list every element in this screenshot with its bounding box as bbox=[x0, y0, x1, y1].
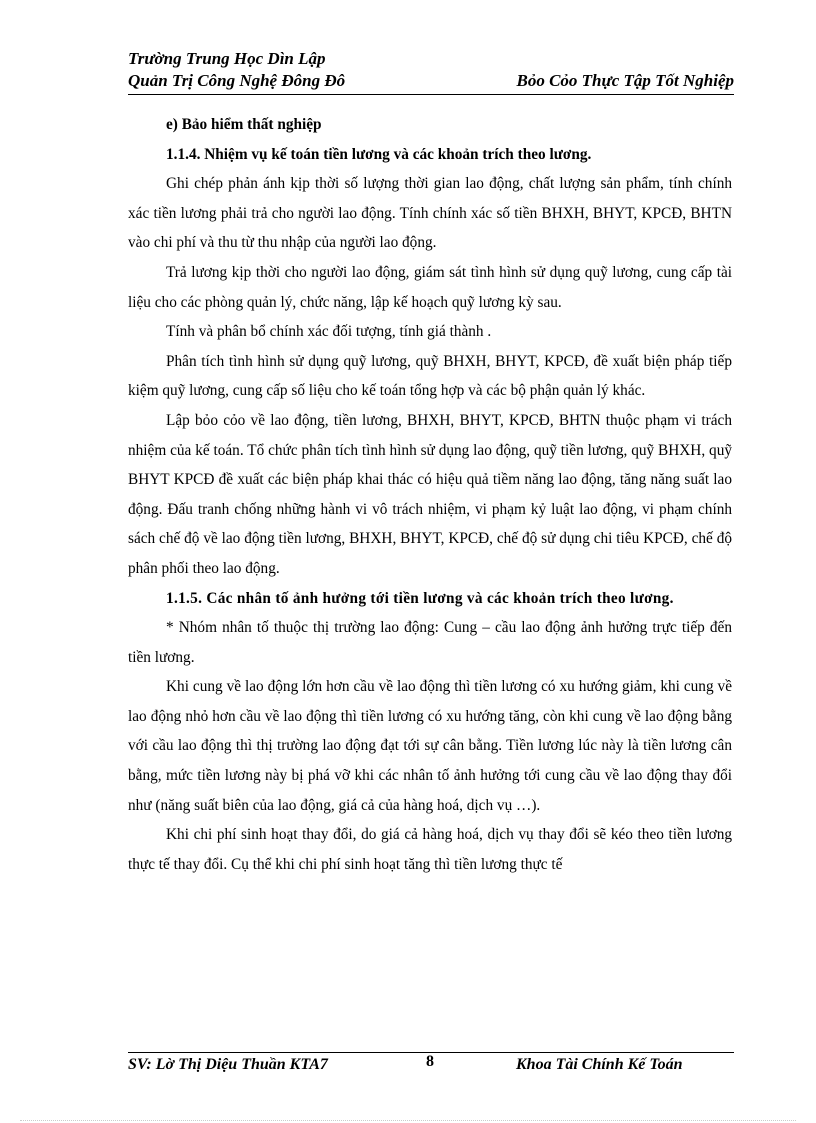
paragraph-6: * Nhóm nhân tố thuộc thị trường lao động: Cung – cầu lao động ảnh hưởng trực tiếp đến tiền lương. bbox=[128, 619, 732, 666]
page-header bbox=[128, 48, 734, 92]
section-heading-e: e) Bảo hiểm thất nghiệp bbox=[166, 116, 322, 133]
paragraph-1: Ghi chép phản ánh kịp thời số lượng thời gian lao động, chất lượng sản phẩm, tính chính xác tiền lương phải trả cho người lao động. Tính chính xác số tiền BHXH, BHYT, KPCĐ, BHTN vào chi phí và thu từ thu nhập của người lao động. bbox=[128, 175, 732, 252]
page-bottom-border bbox=[20, 1120, 796, 1121]
header-report-title: Bỏo Cỏo Thực Tập Tốt Nghiệp bbox=[516, 71, 734, 90]
paragraph-4: Phân tích tình hình sử dụng quỹ lương, quỹ BHXH, BHYT, KPCĐ, đề xuất biện pháp tiếp kiệm quỹ lương, cung cấp số liệu cho kế toán tổng hợp và các bộ phận quản lý khác. bbox=[128, 352, 732, 400]
paragraph-7: Khi cung về lao động lớn hơn cầu về lao động thì tiền lương có xu hướng giảm, khi cung về lao động nhỏ hơn cầu về lao động thì tiền lương có xu hướng tăng, còn khi cung về lao động bằng với cầu lao động thì thị trường lao động đạt tới sự cân bằng. Tiền lương lúc này là tiền lương cân bằng, mức tiền lương này bị phá vỡ khi các nhân tố ảnh hưởng tới cung cầu về lao động thay đổi như (năng suất biên của lao động, giá cả của hàng hoá, dịch vụ …). bbox=[128, 678, 732, 814]
footer-faculty: Khoa Tài Chính Kế Toán bbox=[516, 1056, 683, 1073]
section-heading-1-1-4: 1.1.4. Nhiệm vụ kế toán tiền lương và các khoản trích theo lương. bbox=[166, 145, 592, 163]
header-school-name: Trường Trung Học Dìn Lập bbox=[128, 49, 326, 68]
paragraph-3: Tính và phân bổ chính xác đối tượng, tính giá thành . bbox=[166, 323, 492, 341]
footer-student: SV: Lờ Thị Diệu Thuần KTA7 bbox=[128, 1056, 328, 1073]
paragraph-8: Khi chi phí sinh hoạt thay đổi, do giá cả hàng hoá, dịch vụ thay đổi sẽ kéo theo tiền lương thực tế thay đổi. Cụ thể khi chi phí sinh hoạt tăng thì tiền lương thực tế bbox=[128, 826, 732, 873]
document-body bbox=[128, 110, 732, 879]
paragraph-5: Lập bỏo cỏo về lao động, tiền lương, BHXH, BHYT, KPCĐ, BHTN thuộc phạm vi trách nhiệm của kế toán. Tổ chức phân tích tình hình sử dụng lao động, quỹ tiền lương, quỹ BHXH, quỹ BHYT KPCĐ đề xuất các biện pháp khai thác có hiệu quả tiềm năng lao động, tăng năng suất lao động. Đấu tranh chống những hành vi vô trách nhiệm, vi phạm kỷ luật lao động, vi phạm chính sách chế độ về lao động tiền lương, BHXH, BHYT, KPCĐ, chế độ sử dụng chi tiêu KPCĐ, chế độ phân phối theo lao động. bbox=[128, 411, 732, 577]
paragraph-2: Trả lương kịp thời cho người lao động, giám sát tình hình sử dụng quỹ lương, cung cấp tài liệu cho các phòng quản lý, chức năng, lập kế hoạch quỹ lương kỳ sau. bbox=[128, 263, 732, 311]
header-divider bbox=[128, 94, 734, 95]
header-line-2 bbox=[128, 70, 734, 92]
page-number: 8 bbox=[426, 1053, 434, 1070]
section-heading-1-1-5: 1.1.5. Các nhân tố ảnh hưởng tới tiền lương và các khoản trích theo lương. bbox=[166, 589, 674, 607]
header-department: Quản Trị Công Nghệ Đông Đô bbox=[128, 71, 346, 90]
